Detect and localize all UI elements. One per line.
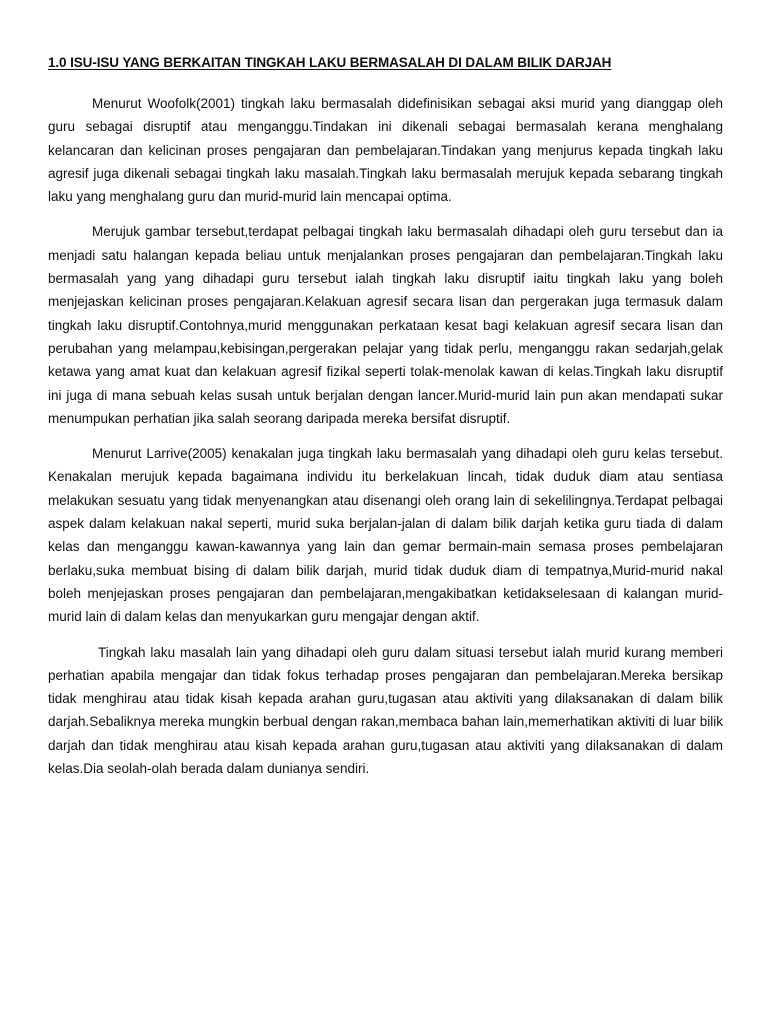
document-page (48, 55, 723, 792)
paragraph-2: Merujuk gambar tersebut,terdapat pelbagai tingkah laku bermasalah dihadapi oleh guru tersebut dan ia menjadi satu halangan kepada beliau untuk menjalankan proses pengajaran dan pembelajaran.Tingkah laku bermasalah yang yang dihadapi guru tersebut ialah tingkah laku disruptif iaitu tingkah laku yang boleh menjejaskan kelicinan proses pengajaran.Kelakuan agresif secara lisan dan pergerakan juga termasuk dalam tingkah laku disruptif.Contohnya,murid menggunakan perkataan kesat bagi kelakuan agresif secara lisan dan perubahan yang melampau,kebisingan,pergerakan pelajar yang tidak perlu, menganggu rakan sedarjah,gelak ketawa yang amat kuat dan kelakuan agresif fizikal seperti tolak-menolak kawan di kelas.Tingkah laku disruptif ini juga di mana sebuah kelas susah untuk berjalan dengan lancer.Murid-murid lain pun akan mendapati sukar menumpukan perhatian jika salah seorang daripada mereka bersifat disruptif. (48, 224, 723, 426)
paragraph-4: Tingkah laku masalah lain yang dihadapi oleh guru dalam situasi tersebut ialah murid kurang memberi perhatian apabila mengajar dan tidak fokus terhadap proses pengajaran dan pembelajaran.Mereka bersikap tidak menghirau atau tidak kisah kepada arahan guru,tugasan atau aktiviti yang dilaksanakan di dalam bilik darjah.Sebaliknya mereka mungkin berbual dengan rakan,membaca bahan lain,memerhatikan aktiviti di luar bilik darjah dan tidak menghirau atau kisah kepada arahan guru,tugasan atau aktiviti yang dilaksanakan di dalam kelas.Dia seolah-olah berada dalam dunianya sendiri. (48, 644, 723, 777)
paragraph-1: Menurut Woofolk(2001) tingkah laku bermasalah didefinisikan sebagai aksi murid yang dianggap oleh guru sebagai disruptif atau menganggu.Tindakan ini dikenali sebagai bermasalah kerana menghalang kelancaran dan kelicinan proses pengajaran dan pembelajaran.Tindakan yang menjurus kepada tingkah laku agresif juga dikenali sebagai tingkah laku masalah.Tingkah laku bermasalah merujuk kepada sebarang tingkah laku yang menghalang guru dan murid-murid lain mencapai optima. (48, 96, 723, 205)
section-heading: 1.0 ISU-ISU YANG BERKAITAN TINGKAH LAKU BERMASALAH DI DALAM BILIK DARJAH (48, 55, 612, 70)
paragraph-3: Menurut Larrive(2005) kenakalan juga tingkah laku bermasalah yang dihadapi oleh guru kelas tersebut. Kenakalan merujuk kepada bagaimana individu itu berkelakuan lincah, tidak duduk diam atau sentiasa melakukan sesuatu yang tidak menyenangkan atau disenangi oleh orang lain di sekelilingnya.Terdapat pelbagai aspek dalam kelakuan nakal seperti, murid suka berjalan-jalan di dalam bilik darjah ketika guru tiada di dalam kelas dan menganggu kawan-kawannya yang lain dan gemar bermain-main semasa proses pembelajaran berlaku,suka membuat bising di dalam bilik darjah, murid tidak duduk diam di tempatnya,Murid-murid nakal boleh menjejaskan proses pengajaran dan pembelajaran,mengakibatkan ketidakselesaan di kalangan murid-murid lain di dalam kelas dan menyukarkan guru mengajar dengan aktif. (48, 446, 723, 625)
